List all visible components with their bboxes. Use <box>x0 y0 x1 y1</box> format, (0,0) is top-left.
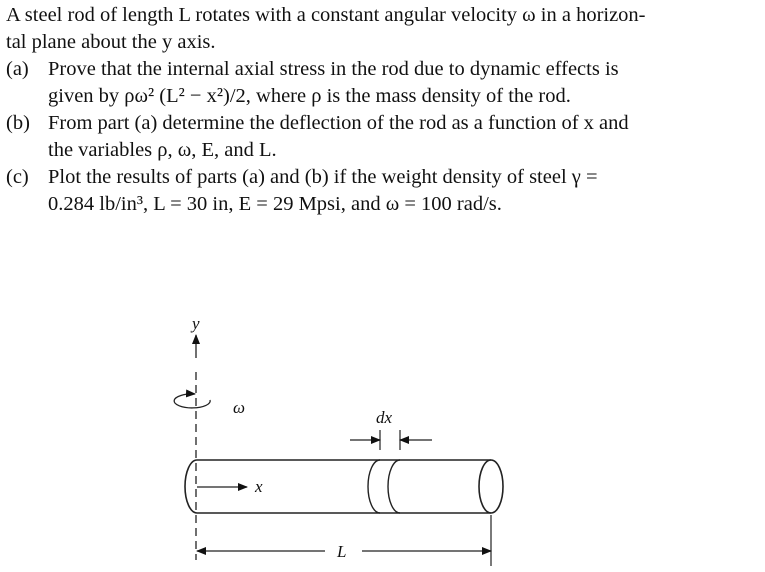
part-b-line-2: the variables ρ, ω, E, and L. <box>48 139 277 161</box>
part-a-label: (a) <box>6 58 29 80</box>
y-axis-label: y <box>192 314 200 333</box>
rod-right-end <box>479 460 503 513</box>
part-b-line-1 <box>6 110 758 137</box>
part-b-text-1: From part (a) determine the deflection of the rod as a function of x and <box>48 112 629 134</box>
problem-statement <box>6 2 758 218</box>
dx-section-right <box>388 460 400 513</box>
part-c-line-2: 0.284 lb/in³, L = 30 in, E = 29 Mpsi, and ω = 100 rad/s. <box>48 193 502 215</box>
part-c-label: (c) <box>6 166 29 188</box>
part-c-text-1: Plot the results of parts (a) and (b) if the weight density of steel γ = <box>48 166 598 188</box>
part-a-line-1 <box>6 56 758 83</box>
rotation-arrow <box>174 394 210 408</box>
part-c-line-1 <box>6 164 758 191</box>
problem-intro-line-2: tal plane about the y axis. <box>6 31 216 53</box>
part-b-label: (b) <box>6 112 30 134</box>
dx-section-left <box>368 460 380 513</box>
rotating-rod-figure <box>150 305 530 570</box>
part-a-text-1: Prove that the internal axial stress in the rod due to dynamic effects is <box>48 58 619 80</box>
rod-diagram <box>150 305 530 570</box>
problem-intro-line-1: A steel rod of length L rotates with a constant angular velocity ω in a horizon- <box>6 4 646 26</box>
omega-label: ω <box>233 398 246 417</box>
rod-left-end <box>185 460 197 513</box>
x-axis-label: x <box>255 477 263 496</box>
L-label: L <box>337 542 347 561</box>
dx-label: dx <box>376 408 393 427</box>
part-a-line-2: given by ρω² (L² − x²)/2, where ρ is the mass density of the rod. <box>48 85 571 107</box>
